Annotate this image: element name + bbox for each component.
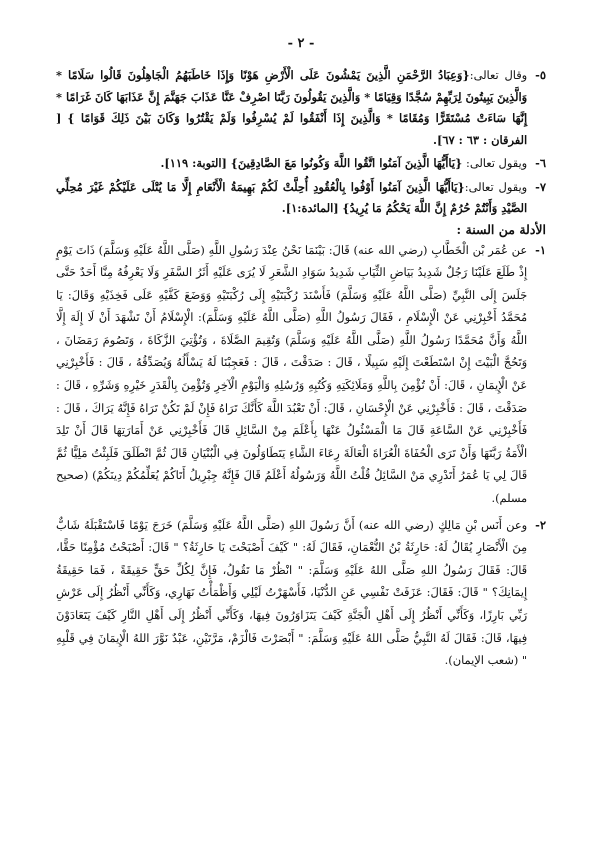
verse-number: ٧- (535, 179, 546, 194)
page-number: - ٢ - (287, 36, 315, 51)
verse-reference: [التوبة: ١١٩]. (160, 156, 227, 170)
verse-quran-text: {وَعِبَادُ الرَّحْمَنِ الَّذِينَ يَمْشُونَ عَلَى الْأَرْضِ هَوْنًا وَإِذَا خَاطَبَهُمُ الْجَاهِلُونَ قَالُوا سَلَامًا * وَالَّذِينَ يَبِيتُونَ لِرَبِّهِمْ سُجَّدًا وَقِيَامًا * وَالَّذِينَ يَقُولُونَ رَبَّنَا اصْرِفْ عَنَّا عَذَابَ جَهَنَّمَ إِنَّ عَذَابَهَا كَانَ غَرَامًا * إِنَّهَا سَاءَتْ مُسْتَقَرًّا وَمُقَامًا * وَالَّذِينَ إِذَا أَنْفَقُوا لَمْ يُسْرِفُوا وَلَمْ يَقْتُرُوا وَكَانَ بَيْنَ ذَلِكَ قَوَامًا } (56, 68, 528, 125)
verse-intro: ويقول تعالى: (464, 179, 528, 194)
hadith-text-block (56, 239, 527, 510)
hadith-text: عن عُمَر بْن الْخَطَّابِ (رضي الله عنه) قَالَ: بَيْنَمَا نَحْنُ عِنْدَ رَسُولِ اللَّهِ (صَلَّى اللَّهُ عَلَيْهِ وَسَلَّمَ) ذَاتَ يَوْمٍ إِذْ طَلَعَ عَلَيْنَا رَجُلٌ شَدِيدُ بَيَاضِ الثِّيَابِ شَدِيدُ سَوَادِ الشَّعَرِ لَا يُرَى عَلَيْهِ أَثَرُ السَّفَرِ وَلَا يَعْرِفُهُ مِنَّا أَحَدٌ حَتَّى جَلَسَ إِلَى النَّبِيِّ (صَلَّى اللَّهُ عَلَيْهِ وَسَلَّمَ) فَأَسْنَدَ رُكْبَتَيْهِ إِلَى رُكْبَتَيْهِ وَوَضَعَ كَفَّيْهِ عَلَى فَخِذَيْهِ وَقَالَ: يَا مُحَمَّدُ أَخْبِرْنِي عَنْ الْإِسْلَامِ ، فَقَالَ رَسُولُ اللَّهِ (صَلَّى اللَّهُ عَلَيْهِ وَسَلَّمَ): الْإِسْلَامُ أَنْ تَشْهَدَ أَنْ لَا إِلَهَ إِلَّا اللَّهُ وَأَنَّ مُحَمَّدًا رَسُولُ اللَّهِ (صَلَّى اللَّهُ عَلَيْهِ وَسَلَّمَ) وَتُقِيمَ الصَّلَاةَ ، وَتُؤْتِيَ الزَّكَاةَ ، وَتَصُومَ رَمَضَانَ ، وَتَحُجَّ الْبَيْتَ إِنْ اسْتَطَعْتَ إِلَيْهِ سَبِيلًا ، قَالَ : صَدَقْتَ ، قَالَ : فَعَجِبْنَا لَهُ يَسْأَلُهُ وَيُصَدِّقُهُ ، قَالَ : فَأَخْبِرْنِي عَنْ الْإِيمَانِ ، قَالَ: أَنْ تُؤْمِنَ بِاللَّهِ وَمَلَائِكَتِهِ وَكُتُبِهِ وَرُسُلِهِ وَالْيَوْمِ الْآخِرِ وَتُؤْمِنَ بِالْقَدَرِ خَيْرِهِ وَشَرِّهِ ، قَالَ : صَدَقْتَ ، قَالَ : فَأَخْبِرْنِي عَنْ الْإِحْسَانِ ، قَالَ: أَنْ تَعْبُدَ اللَّهَ كَأَنَّكَ تَرَاهُ فَإِنْ لَمْ تَكُنْ تَرَاهُ فَإِنَّهُ يَرَاكَ ، قَالَ : فَأَخْبِرْنِي عَنْ السَّاعَةِ قَالَ مَا الْمَسْئُولُ عَنْهَا بِأَعْلَمَ مِنْ السَّائِلِ قَالَ فَأَخْبِرْنِي عَنْ أَمَارَتِهَا قَالَ أَنْ تَلِدَ الْأَمَةُ رَبَّتَهَا وَأَنْ تَرَى الْحُفَاةَ الْعُرَاةَ الْعَالَةَ رِعَاءَ الشَّاءِ يَتَطَاوَلُونَ فِي الْبُنْيَانِ قَالَ ثُمَّ انْطَلَقَ فَلَبِثْتُ مَلِيًّا ثُمَّ قَالَ لِي يَا عُمَرُ أَتَدْرِي مَنْ السَّائِلُ قُلْتُ اللَّهُ وَرَسُولُهُ أَعْلَمُ قَالَ فَإِنَّهُ جِبْرِيلُ أَتَاكُمْ يُعَلِّمُكُمْ دِينَكُمْ) (56, 242, 528, 483)
verse-item (56, 153, 546, 175)
hadith-text-block (56, 514, 527, 672)
verse-text-block (56, 177, 527, 220)
hadith-number: ٢- (535, 517, 546, 532)
hadith-text: وعن أَنَس بْنِ مَالِكٍ (رضي الله عنه) أَنَّ رَسُولَ اللهِ (صَلَّى اللَّهُ عَلَيْهِ وَسَلَّمَ) خَرَجَ يَوْمًا فَاسْتَقْبَلَهُ شَابٌّ مِنَ الْأَنْصَارِ يُقَالُ لَهُ: حَارِثَةُ بْنُ النُّعْمَانِ، فَقَالَ لَهُ: " كَيْفَ أَصْبَحْتَ يَا حَارِثَةُ؟ " قَالَ: أَصْبَحْتُ مُؤْمِنًا حَقًّا، قَالَ: فَقَالَ رَسُولُ اللهِ صَلَّى اللهُ عَلَيْهِ وَسَلَّمَ: " انْظُرْ مَا تَقُولُ، فَإِنَّ لِكُلِّ حَقٍّ حَقِيقَةً ، فَمَا حَقِيقَةُ إِيمَانِكَ؟ " قَالَ: فَقَالَ: عَزَفَتْ نَفْسِي عَنِ الدُّنْيَا، فَأَسْهَرْتُ لَيْلِي وَأَظْمَأْتُ نَهَارِي، وَكَأَنِّي أَنْظُرُ إِلَى عَرْشِ رَبِّي بَارِزًا، وَكَأَنِّي أَنْظُرُ إِلَى أَهْلِ الْجَنَّةِ كَيْفَ يَتَزَاوَرُونَ فِيهَا، وَكَأَنِّي أَنْظُرُ إِلَى أَهْلِ النَّارِ كَيْفَ يَتَعَادَوْنَ فِيهَا، قَالَ: فَقَالَ لَهُ النَّبِيُّ صَلَّى اللهُ عَلَيْهِ وَسَلَّمَ: " أَبْصَرْتَ فَالْزَمْ، مَرَّتَيْنِ، عَبْدٌ نَوَّرَ اللهُ الْإِيمَانَ فِي قَلْبِهِ " (56, 517, 528, 668)
hadith-source: (شعب الإيمان). (444, 653, 519, 668)
verse-intro: ويقول تعالى: (465, 156, 528, 170)
verse-item (56, 177, 546, 220)
verse-intro: وقال تعالى: (469, 68, 528, 82)
document-page (56, 36, 546, 676)
verse-text-block (56, 153, 527, 175)
verse-reference: [المائدة:١]. (281, 201, 339, 215)
verse-number: ٦- (535, 156, 546, 170)
verse-quran-text: {يَاأَيُّهَا الَّذِينَ آمَنُوا أَوْفُوا بِالْعُقُودِ أُحِلَّتْ لَكُمْ بَهِيمَةُ الْأَنْعَامِ إِلَّا مَا يُتْلَى عَلَيْكُمْ غَيْرَ مُحِلِّي الصَّيْدِ وَأَنْتُمْ حُرُمٌ إِنَّ اللَّهَ يَحْكُمُ مَا يُرِيدُ} (56, 179, 528, 215)
hadith-number: ١- (535, 242, 546, 257)
verse-text-block (56, 65, 527, 151)
hadith-item (56, 514, 546, 672)
section-heading: الأدلة من السنة : (456, 221, 546, 237)
verse-reference: [ الفرقان : ٦٣ : ٦٧]. (56, 111, 528, 147)
verse-number: ٥- (535, 68, 546, 82)
verse-quran-text: {يَاأَيُّهَا الَّذِينَ آمَنُوا اتَّقُوا اللَّهَ وَكُونُوا مَعَ الصَّادِقِينَ} (230, 156, 463, 170)
hadith-source: (صحيح مسلم). (56, 468, 528, 506)
verse-item (56, 65, 546, 151)
hadith-item (56, 239, 546, 510)
